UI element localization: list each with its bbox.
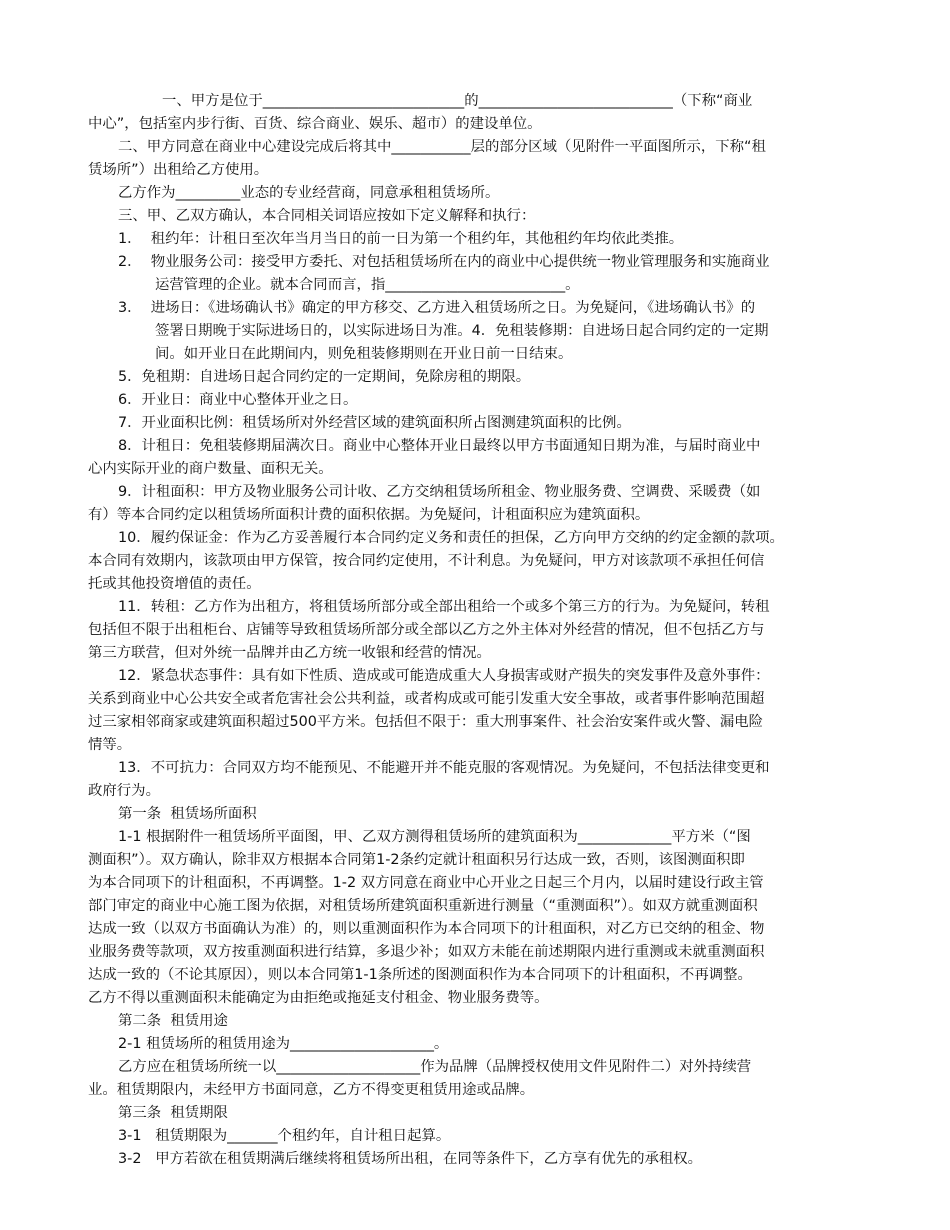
article-3-clause-1: 3-1 租赁期限为_______个租约年，自计租日起算。 (118, 1128, 451, 1144)
clause-3-intro: 三、甲、乙双方确认，本合同相关词语应按如下定义解释和执行： (118, 208, 536, 224)
article-1-para-line-5: 达成一致（以双方书面确认为准）的，则以重测面积作为本合同项下的计租面积，对乙方已交纳的租金、物 (88, 921, 765, 937)
party-b-business-line: 乙方作为_________业态的专业经营商，同意承租租赁场所。 (118, 185, 500, 201)
article-3-heading: 第三条 租赁期限 (118, 1105, 228, 1121)
article-1-para-line-1: 1-1 根据附件一租赁场所平面图，甲、乙双方测得租赁场所的建筑面积为_____________平方米（“图 (118, 829, 751, 845)
article-1-heading: 第一条 租赁场所面积 (118, 806, 257, 822)
definition-10-line-3: 托或其他投资增值的责任。 (88, 576, 261, 592)
definition-3-line-2: 签署日期晚于实际进场日的，以实际进场日为准。4．免租装修期：自进场日起合同约定的一定期 (155, 323, 769, 339)
definition-1: 1． 租约年：计租日至次年当月当日的前一日为第一个租约年，其他租约年均依此类推。 (118, 231, 684, 247)
definition-7: 7．开业面积比例：租赁场所对外经营区域的建筑面积所占图测建筑面积的比例。 (118, 415, 631, 431)
definition-12-line-3: 过三家相邻商家或建筑面积超过500平方米。包括但不限于：重大刑事案件、社会治安案件或火警、漏电险 (88, 714, 764, 730)
clause-1-line-1: 一、甲方是位于____________________________的___________________________（下称“商业 (162, 93, 753, 109)
article-1-para-line-6: 业服务费等款项，双方按重测面积进行结算，多退少补；如双方未能在前述期限内进行重测或未就重测面积 (88, 944, 765, 960)
definition-11-line-1: 11．转租：乙方作为出租方，将租赁场所部分或全部出租给一个或多个第三方的行为。为免疑问，转租 (118, 599, 770, 615)
definition-9-line-2: 有）等本合同约定以租赁场所面积计费的面积依据。为免疑问，计租面积应为建筑面积。 (88, 507, 650, 523)
clause-2-line-1: 二、甲方同意在商业中心建设完成后将其中___________层的部分区域（见附件一平面图所示，下称“租 (118, 139, 766, 155)
article-1-para-line-7: 达成一致的（不论其原因），则以本合同第1-1条所述的图测面积作为本合同项下的计租面积，不再调整。 (88, 967, 752, 983)
definition-2-line-1: 2． 物业服务公司：接受甲方委托、对包括租赁场所在内的商业中心提供统一物业管理服务和实施商业 (118, 254, 770, 270)
article-1-para-line-2: 测面积”）。双方确认，除非双方根据本合同第1-2条约定就计租面积另行达成一致，否则，该图测面积即 (88, 852, 745, 868)
definition-10-line-1: 10．履约保证金：作为乙方妥善履行本合同约定义务和责任的担保，乙方向甲方交纳的约定金额的款项。 (118, 530, 784, 546)
definition-9-line-1: 9．计租面积：甲方及物业服务公司计收、乙方交纳租赁场所租金、物业服务费、空调费、采暖费（如 (118, 484, 761, 500)
definition-6: 6．开业日：商业中心整体开业之日。 (118, 392, 358, 408)
article-2-brand-line-2: 业。租赁期限内，未经甲方书面同意，乙方不得变更租赁用途或品牌。 (88, 1082, 535, 1098)
definition-3-line-1: 3． 进场日：《进场确认书》确定的甲方移交、乙方进入租赁场所之日。为免疑问，《进场确认书》的 (118, 300, 756, 316)
clause-2-line-2: 赁场所”）出租给乙方使用。 (88, 162, 269, 178)
definition-12-line-1: 12．紧急状态事件：具有如下性质、造成或可能造成重大人身损害或财产损失的突发事件及意外事件： (118, 668, 770, 684)
article-3-clause-2: 3-2 甲方若欲在租赁期满后继续将租赁场所出租，在同等条件下，乙方享有优先的承租权。 (118, 1151, 703, 1167)
definition-2-line-2: 运营管理的企业。就本合同而言，指_________________________。 (155, 277, 580, 293)
article-1-para-line-8: 乙方不得以重测面积未能确定为由拒绝或拖延支付租金、物业服务费等。 (88, 990, 549, 1006)
article-1-para-line-4: 部门审定的商业中心施工图为依据，对租赁场所建筑面积重新进行测量（“重测面积”）。如双方就重测面积 (88, 898, 758, 914)
definition-12-line-2: 关系到商业中心公共安全或者危害社会公共利益，或者构成或可能引发重大安全事故，或者事件影响范围超 (88, 691, 765, 707)
definition-5: 5．免租期：自进场日起合同约定的一定期间，免除房租的期限。 (118, 369, 531, 385)
definition-12-line-4: 情等。 (88, 737, 132, 753)
definition-8-line-1: 8．计租日：免租装修期届满次日。商业中心整体开业日最终以甲方书面通知日期为准，与届时商业中 (118, 438, 761, 454)
definition-11-line-3: 第三方联营，但对外统一品牌并由乙方统一收银和经营的情况。 (88, 645, 491, 661)
definition-11-line-2: 包括但不限于出租柜台、店铺等导致租赁场所部分或全部以乙方之外主体对外经营的情况，但不包括乙方与 (88, 622, 765, 638)
definition-10-line-2: 本合同有效期内，该款项由甲方保管，按合同约定使用，不计利息。为免疑问，甲方对该款项不承担任何信 (88, 553, 765, 569)
article-2-brand-line-1: 乙方应在租赁场所统一以____________________作为品牌（品牌授权使用文件见附件二）对外持续营 (118, 1059, 752, 1075)
definition-13-line-2: 政府行为。 (88, 783, 160, 799)
article-2-clause-1: 2-1 租赁场所的租赁用途为____________________。 (118, 1036, 449, 1052)
definition-8-line-2: 心内实际开业的商户数量、面积无关。 (88, 461, 333, 477)
definition-13-line-1: 13．不可抗力：合同双方均不能预见、不能避开并不能克服的客观情况。为免疑问，不包括法律变更和 (118, 760, 770, 776)
definition-3-line-3: 间。如开业日在此期间内，则免租装修期则在开业日前一日结束。 (155, 346, 573, 362)
clause-1-line-2: 中心”，包括室内步行街、百货、综合商业、娱乐、超市）的建设单位。 (88, 116, 542, 132)
article-1-para-line-3: 为本合同项下的计租面积，不再调整。1-2 双方同意在商业中心开业之日起三个月内，以届时建设行政主管 (88, 875, 764, 891)
article-2-heading: 第二条 租赁用途 (118, 1013, 228, 1029)
